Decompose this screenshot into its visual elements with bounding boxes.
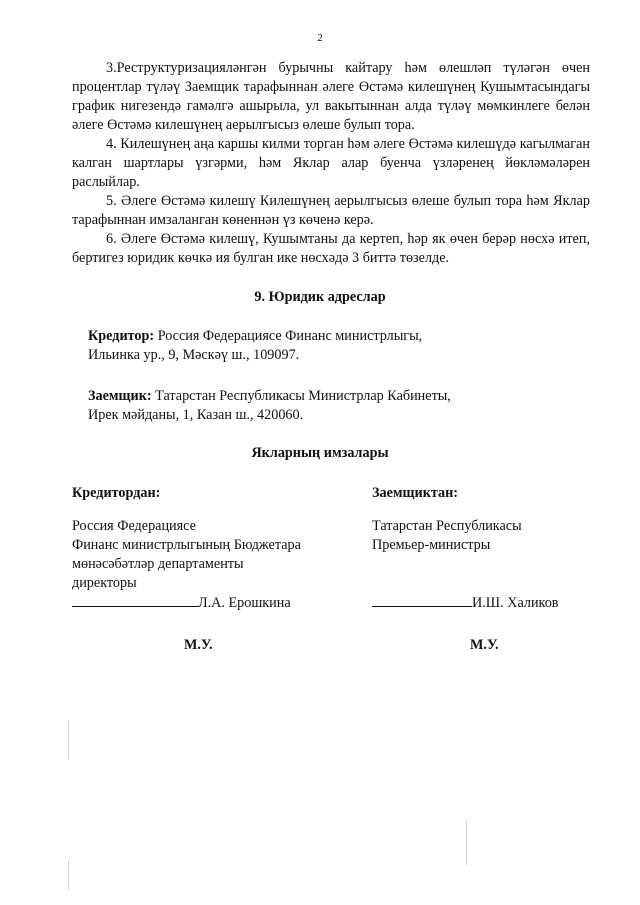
paragraph-5: 5. Әлеге Өстәмә килешү Килешүнең аерылгысыз өлеше булып тора һәм Яклар тарафыннан имзаланган көненнән үз көченә керә.: [72, 193, 590, 228]
borrower-name: Татарстан Республикасы Министрлар Кабинеты,: [155, 388, 451, 404]
creditor-name: Россия Федерациясе Финанс министрлыгы,: [157, 328, 423, 344]
legal-addresses-title: 9. Юридик адреслар: [254, 289, 386, 305]
creditor-seal-place: М.У.: [184, 637, 213, 653]
creditor-signature-block: [72, 484, 342, 613]
creditor-address-block: [88, 327, 588, 365]
borrower-label: Заемщик:: [88, 388, 152, 404]
borrower-signature-block: [372, 484, 612, 613]
creditor-signer-name: Л.А. Ерошкина: [198, 595, 291, 611]
borrower-signatory-line: Премьер-министры: [372, 537, 491, 553]
scan-artifact-mark: [466, 820, 467, 865]
paragraph-6: 6. Әлеге Өстәмә килешү, Кушымтаны да кертеп, һәр як өчен берәр нөсхә итеп, бертигез юридик көчкә ия булган ике нөсхәдә 3 биттә төзелде.: [72, 231, 590, 266]
borrower-signature-heading: Заемщиктан:: [372, 485, 459, 501]
signatures-title: Якларның имзалары: [251, 445, 389, 461]
creditor-address: Ильинка ур., 9, Мәскәү ш., 109097.: [88, 347, 300, 363]
creditor-signature-line: [72, 593, 198, 607]
scan-artifact-mark: [68, 860, 69, 890]
borrower-signatory-line: Татарстан Республикасы: [372, 518, 522, 534]
borrower-address-block: [88, 387, 588, 425]
borrower-address: Ирек мәйданы, 1, Казан ш., 420060.: [88, 407, 304, 423]
creditor-signatory-line: мөнәсәбәтләр департаменты: [72, 556, 244, 572]
paragraph-4: 4. Килешүнең аңа каршы килми торган һәм әлеге Өстәмә килешүдә кагылмаган калган шартлары үзгәрми, һәм Яклар алар буенча үзләренең йөкләмәләрен раслыйлар.: [72, 136, 590, 190]
borrower-seal-place: М.У.: [470, 637, 499, 653]
paragraph-3: 3.Реструктуризацияләнгән бурычны кайтару һәм өлешләп түләгән өчен процентлар түләү Заемщик тарафыннан әлеге Өстәмә килешүнең Кушымтасындагы график нигезендә гамәлгә ашырыла, ул вакытыннан алда түләү мөмкинлеге белән әлеге Өстәмә килешүнең аерылгысыз өлеше булып тора.: [72, 60, 590, 133]
page-number: 2: [317, 32, 323, 44]
scan-artifact-mark: [68, 720, 69, 760]
creditor-signatory-line: директоры: [72, 575, 137, 591]
agreement-terms: [72, 59, 590, 268]
borrower-signature-line: [372, 593, 472, 607]
creditor-label: Кредитор:: [88, 328, 155, 344]
creditor-signatory-line: Россия Федерациясе: [72, 518, 196, 534]
creditor-signatory-line: Финанс министрлыгының Бюджетара: [72, 537, 301, 553]
creditor-signature-heading: Кредитордан:: [72, 485, 161, 501]
borrower-signer-name: И.Ш. Халиков: [472, 595, 559, 611]
